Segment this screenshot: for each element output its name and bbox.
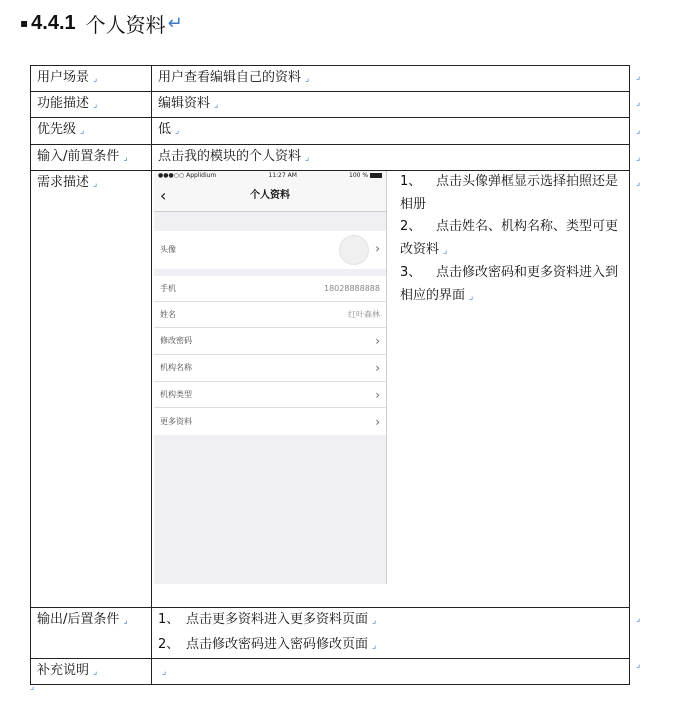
cell-mark-icon: ⌟ — [175, 126, 180, 136]
func-value: 编辑资料 — [158, 96, 211, 111]
password-label: 修改密码 — [160, 336, 192, 345]
func-label: 功能描述 — [37, 96, 90, 111]
req-label: 需求描述 — [37, 175, 90, 190]
chevron-right-icon: › — [375, 241, 380, 256]
row-end-mark-icon: ⌟ — [636, 72, 641, 82]
cell-mark-icon: ⌟ — [80, 126, 85, 136]
cell-mark-icon: ⌟ — [443, 245, 448, 256]
table-row — [31, 171, 630, 608]
nav-title: 个人资料 — [250, 190, 290, 201]
cell-mark-icon: ⌟ — [93, 179, 98, 189]
name-value: 红叶森林 — [348, 309, 380, 319]
section-heading — [20, 8, 183, 38]
org-type-label: 机构类型 — [160, 389, 192, 399]
req-item: 3、 点击修改密码和更多资料进入到相应的界面 ⌟ — [400, 265, 619, 303]
org-name-row[interactable] — [154, 355, 386, 382]
cell-mark-icon: ⌟ — [93, 74, 98, 84]
priority-value: 低 — [158, 122, 172, 137]
more-label: 更多资料 — [160, 416, 192, 426]
scene-value-cell — [152, 66, 630, 92]
name-label: 姓名 — [160, 309, 176, 319]
extra-label-cell — [31, 659, 152, 685]
table-row — [31, 118, 630, 145]
priority-label: 优先级 — [37, 122, 77, 137]
row-end-mark-icon: ⌟ — [636, 660, 641, 670]
table-row — [31, 659, 630, 685]
func-label-cell — [31, 92, 152, 118]
phone-row — [154, 276, 386, 302]
output-item: 1、 点击更多资料进入更多资料页面 ⌟ — [158, 612, 377, 627]
scene-label: 用户场景 — [37, 70, 90, 85]
row-end-mark-icon: ⌟ — [636, 126, 641, 136]
table-row — [31, 608, 630, 659]
chevron-right-icon: › — [375, 334, 380, 348]
heading-number: 4.4.1 — [31, 11, 76, 34]
table-row — [31, 145, 630, 171]
org-type-row[interactable] — [154, 382, 386, 408]
phone-label: 手机 — [160, 283, 176, 293]
extra-value-cell — [152, 659, 630, 685]
input-value: 点击我的模块的个人资料 — [158, 149, 302, 164]
password-row[interactable] — [154, 328, 386, 355]
heading-bullet: ▪ — [20, 16, 29, 30]
chevron-right-icon: › — [375, 414, 380, 429]
return-mark-icon: ↵ — [167, 12, 183, 34]
cell-mark-icon: ⌟ — [123, 616, 128, 626]
nav-bar — [154, 180, 386, 212]
output-value-cell — [152, 608, 630, 659]
input-label: 输入/前置条件 — [37, 149, 120, 164]
heading-title: 个人资料 — [85, 12, 166, 37]
output-label: 输出/后置条件 — [37, 612, 120, 627]
cell-mark-icon: ⌟ — [123, 153, 128, 163]
req-item: 1、 点击头像弹框显示选择拍照还是相册 — [400, 174, 619, 212]
row-end-mark-icon: ⌟ — [636, 614, 641, 624]
cell-mark-icon: ⌟ — [93, 100, 98, 110]
cell-mark-icon: ⌟ — [305, 74, 310, 84]
cell-mark-icon: ⌟ — [372, 616, 377, 626]
avatar-row[interactable] — [154, 231, 386, 269]
req-value-cell — [152, 171, 630, 608]
cell-mark-icon: ⌟ — [372, 641, 377, 651]
req-description — [400, 171, 622, 308]
input-label-cell — [31, 145, 152, 171]
row-end-mark-icon: ⌟ — [636, 178, 641, 188]
status-bar — [154, 171, 386, 180]
cell-mark-icon: ⌟ — [469, 291, 474, 302]
more-row[interactable] — [154, 408, 386, 435]
carrier-text: ●●●○○ Applidium — [158, 172, 217, 179]
table-row — [31, 92, 630, 118]
priority-label-cell — [31, 118, 152, 145]
cell-mark-icon: ⌟ — [93, 667, 98, 677]
avatar-label: 头像 — [160, 245, 176, 254]
battery-text: 100 % — [349, 171, 382, 180]
avatar[interactable] — [339, 235, 369, 265]
row-end-mark-icon: ⌟ — [636, 153, 641, 163]
scene-value: 用户查看编辑自己的资料 — [158, 70, 302, 85]
spec-table — [30, 65, 630, 685]
paragraph-mark-icon: ⌟ — [30, 682, 35, 692]
phone-mockup — [154, 171, 387, 584]
table-row — [31, 66, 630, 92]
back-chevron-icon[interactable]: ‹ — [160, 186, 167, 205]
phone-value: 18028888888 — [324, 283, 380, 293]
name-row[interactable] — [154, 302, 386, 328]
req-item: 2、 点击姓名、机构名称、类型可更改资料 ⌟ — [400, 219, 619, 257]
input-value-cell — [152, 145, 630, 171]
cell-mark-icon: ⌟ — [214, 100, 219, 110]
output-label-cell — [31, 608, 152, 659]
chevron-right-icon: › — [375, 387, 380, 402]
chevron-right-icon: › — [375, 361, 380, 375]
cell-mark-icon: ⌟ — [305, 153, 310, 163]
req-label-cell — [31, 171, 152, 608]
output-item: 2、 点击修改密码进入密码修改页面 ⌟ — [158, 637, 377, 652]
battery-icon — [370, 173, 382, 178]
scene-label-cell — [31, 66, 152, 92]
row-end-mark-icon: ⌟ — [636, 98, 641, 108]
cell-mark-icon: ⌟ — [162, 667, 167, 677]
extra-label: 补充说明 — [37, 663, 90, 678]
time-text: 11:27 AM — [268, 172, 297, 179]
org-name-label: 机构名称 — [160, 363, 192, 372]
func-value-cell — [152, 92, 630, 118]
priority-value-cell — [152, 118, 630, 145]
